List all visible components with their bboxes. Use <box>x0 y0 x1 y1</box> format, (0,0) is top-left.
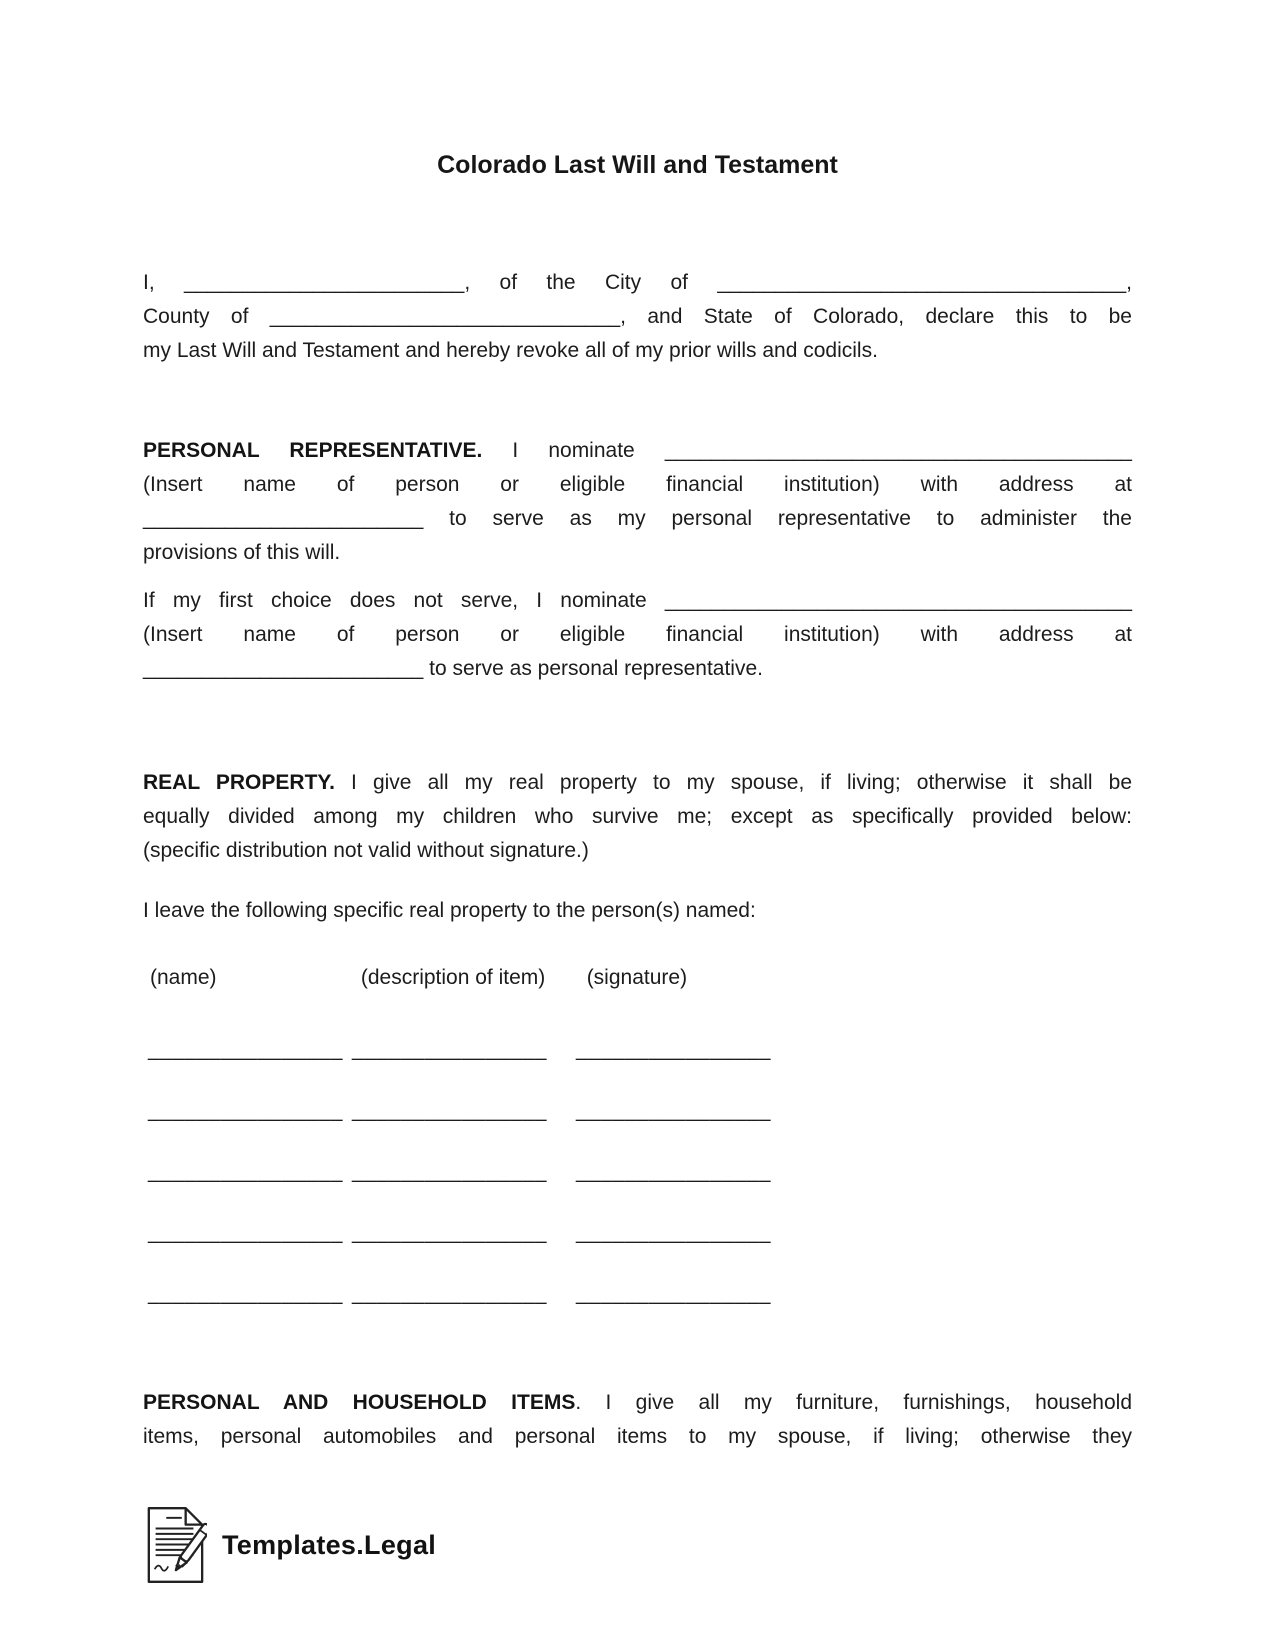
blank-line: ________________ <box>148 1160 343 1183</box>
section-heading: REAL PROPERTY. <box>143 771 335 794</box>
text-line: I, ________________________, of the City of ___________________________________, <box>143 271 1132 294</box>
blank-line: ________________ <box>576 1038 771 1061</box>
table-row <box>148 1263 1132 1324</box>
real-property-lead-in: I leave the following specific real property to the person(s) named: <box>143 899 756 922</box>
property-table <box>143 1019 1132 1324</box>
text-line: REAL PROPERTY. I give all my real property to my spouse, if living; otherwise it shall be <box>143 771 1132 794</box>
blank-line: ________________ <box>148 1038 343 1061</box>
text-line: items, personal automobiles and personal items to my spouse, if living; otherwise they <box>143 1425 1132 1448</box>
blank-line: ________________ <box>352 1282 547 1305</box>
blank-line: ________________ <box>148 1099 343 1122</box>
blank-line: ________________ <box>576 1282 771 1305</box>
blank-line: ________________ <box>148 1282 343 1305</box>
personal-household-paragraph <box>143 1386 1132 1454</box>
column-header-signature: (signature) <box>586 966 688 989</box>
text-line: ________________________ to serve as my personal representative to administer the <box>143 507 1132 530</box>
property-table-header-row <box>143 961 1132 995</box>
real-property-paragraph <box>143 766 1132 868</box>
blank-line: ________________ <box>576 1099 771 1122</box>
text-line: If my first choice does not serve, I nominate ________________________________________ <box>143 589 1132 612</box>
text-line: (Insert name of person or eligible financial institution) with address at <box>143 623 1132 646</box>
blank-line: ________________ <box>576 1160 771 1183</box>
blank-line: ________________ <box>352 1221 547 1244</box>
text-line: County of ______________________________, and State of Colorado, declare this to be <box>143 305 1132 328</box>
text-line: PERSONAL REPRESENTATIVE. I nominate ________________________________________ <box>143 439 1132 462</box>
text-line: equally divided among my children who survive me; except as specifically provided below: <box>143 805 1132 828</box>
blank-line: ________________ <box>352 1038 547 1061</box>
section-heading: PERSONAL AND HOUSEHOLD ITEMS <box>143 1391 576 1414</box>
text-line: (specific distribution not valid without signature.) <box>143 839 589 862</box>
text-line: PERSONAL AND HOUSEHOLD ITEMS. I give all my furniture, furnishings, household <box>143 1391 1132 1414</box>
blank-line: ________________ <box>576 1221 771 1244</box>
text-line: provisions of this will. <box>143 541 341 564</box>
text-line: ________________________ to serve as personal representative. <box>143 657 763 680</box>
footer-brand <box>143 1505 1132 1585</box>
column-header-name: (name) <box>150 966 217 989</box>
table-row <box>148 1202 1132 1263</box>
document-pen-icon <box>143 1505 207 1585</box>
brand-wordmark: Templates.Legal <box>222 1530 437 1560</box>
column-header-description: (description of item) <box>360 966 546 989</box>
personal-representative-paragraph-1 <box>143 434 1132 570</box>
table-row <box>148 1019 1132 1080</box>
text-line: my Last Will and Testament and hereby revoke all of my prior wills and codicils. <box>143 339 878 362</box>
table-row <box>148 1080 1132 1141</box>
page-title: Colorado Last Will and Testament <box>437 151 838 179</box>
section-heading: PERSONAL REPRESENTATIVE. <box>143 439 483 462</box>
blank-line: ________________ <box>352 1099 547 1122</box>
text-line: (Insert name of person or eligible financial institution) with address at <box>143 473 1132 496</box>
table-row <box>148 1141 1132 1202</box>
blank-line: ________________ <box>352 1160 547 1183</box>
opening-paragraph <box>143 266 1132 368</box>
personal-representative-paragraph-2 <box>143 584 1132 686</box>
blank-line: ________________ <box>148 1221 343 1244</box>
